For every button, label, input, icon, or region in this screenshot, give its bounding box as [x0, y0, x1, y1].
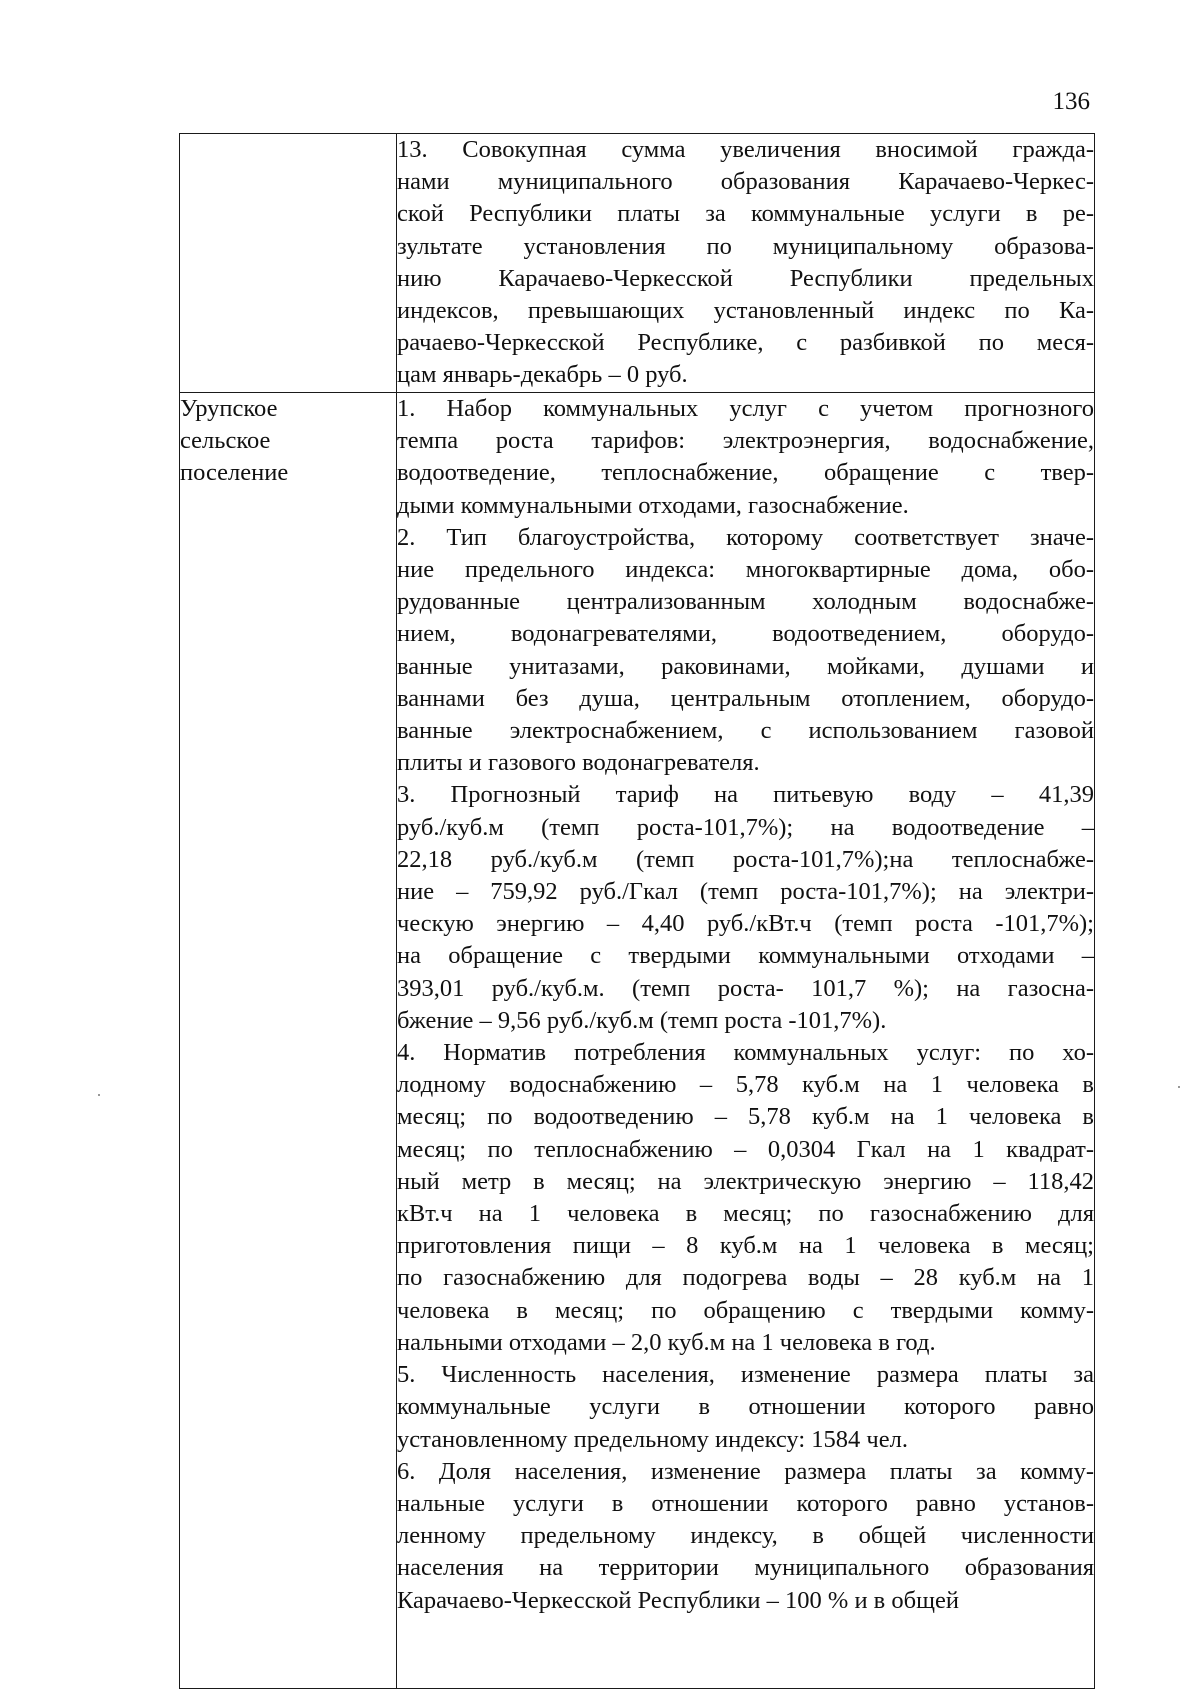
text-line: темпа роста тарифов: электроэнергия, водоснабжение,	[397, 427, 1094, 455]
text-line: нию Карачаево-Черкесской Республики предельных	[397, 264, 1094, 292]
text-line: ние предельного индекса: многоквартирные дома, обо-	[397, 556, 1094, 584]
text-line: на обращение с твердыми коммунальными отходами –	[397, 942, 1094, 970]
text-line: месяц; по теплоснабжению – 0,0304 Гкал на 1 квадрат-	[397, 1135, 1094, 1163]
scan-speck	[1178, 1086, 1180, 1088]
text-line: водоотведение, теплоснабжение, обращение с твер-	[397, 459, 1094, 487]
text-line: нальными отходами – 2,0 куб.м на 1 человека в год.	[397, 1328, 936, 1356]
text-line: 22,18 руб./куб.м (темп роста-101,7%);на теплоснабже-	[397, 845, 1094, 873]
settlement-cell	[180, 393, 397, 1689]
table-row	[180, 393, 1095, 1689]
text-line: 4. Норматив потребления коммунальных услуг: по хо-	[397, 1039, 1094, 1067]
text-line: 6. Доля населения, изменение размера платы за комму-	[397, 1457, 1094, 1485]
text-line: 1. Набор коммунальных услуг с учетом прогнозного	[397, 395, 1094, 422]
text-line: ванные унитазами, раковинами, мойками, душами и	[397, 652, 1094, 680]
text-line: ленному предельному индексу, в общей численности	[397, 1522, 1094, 1550]
list-item	[397, 1037, 1094, 1359]
text-line: нием, водонагревателями, водоотведением, оборудо-	[397, 620, 1094, 648]
text-line: кВт.ч на 1 человека в месяц; по газоснабжению для	[397, 1200, 1094, 1228]
text-line: 393,01 руб./куб.м. (темп роста- 101,7 %); на газосна-	[397, 974, 1094, 1002]
text-line: коммунальные услуги в отношении которого равно	[397, 1393, 1094, 1421]
text-line: руб./куб.м (темп роста-101,7%); на водоотведение –	[397, 813, 1094, 841]
text-line: Карачаево-Черкесской Республики – 100 % и в общей	[397, 1586, 959, 1614]
table-row	[180, 134, 1095, 393]
text-line: 2. Тип благоустройства, которому соответствует значе-	[397, 523, 1094, 551]
text-line: приготовления пищи – 8 куб.м на 1 человека в месяц;	[397, 1232, 1094, 1260]
list-item	[397, 779, 1094, 1037]
text-line: рачаево-Черкесской Республике, с разбивкой по меся-	[397, 329, 1094, 357]
text-line: лодному водоснабжению – 5,78 куб.м на 1 человека в	[397, 1071, 1094, 1099]
settlement-name-line: Урупское	[180, 395, 278, 422]
list-item	[397, 393, 1094, 522]
text-line: месяц; по водоотведению – 5,78 куб.м на 1 человека в	[397, 1103, 1094, 1131]
text-line: нами муниципального образования Карачаево-Черкес-	[397, 168, 1094, 196]
text-line: ческую энергию – 4,40 руб./кВт.ч (темп роста -101,7%);	[397, 910, 1094, 938]
text-line: 5. Численность населения, изменение размера платы за	[397, 1361, 1094, 1389]
indicators-cell	[397, 134, 1095, 393]
text-line: 13. Совокупная сумма увеличения вносимой гражда-	[397, 136, 1094, 163]
text-line: 3. Прогнозный тариф на питьевую воду – 41,39	[397, 781, 1094, 809]
text-line: цам январь-декабрь – 0 руб.	[397, 361, 688, 389]
list-item	[397, 134, 1094, 392]
text-line: ванные электроснабжением, с использованием газовой	[397, 717, 1094, 745]
text-line: ской Республики платы за коммунальные услуги в ре-	[397, 200, 1094, 228]
list-item	[397, 522, 1094, 780]
text-line: бжение – 9,56 руб./куб.м (темп роста -101,7%).	[397, 1006, 887, 1034]
settlement-cell	[180, 134, 397, 393]
settlement-name-line: поселение	[180, 459, 289, 486]
text-line: ный метр в месяц; на электрическую энергию – 118,42	[397, 1167, 1094, 1195]
text-line: ваннами без душа, центральным отоплением, оборудо-	[397, 684, 1094, 712]
text-line: установленному предельному индексу: 1584 чел.	[397, 1425, 908, 1453]
text-line: населения на территории муниципального образования	[397, 1554, 1094, 1582]
text-line: по газоснабжению для подогрева воды – 28 куб.м на 1	[397, 1264, 1094, 1292]
text-line: человека в месяц; по обращению с твердыми комму-	[397, 1296, 1094, 1324]
text-line: дыми коммунальными отходами, газоснабжение.	[397, 491, 909, 519]
text-line: индексов, превышающих установленный индекс по Ка-	[397, 297, 1094, 325]
text-line: нальные услуги в отношении которого равно установ-	[397, 1489, 1094, 1517]
text-line: зультате установления по муниципальному образова-	[397, 232, 1094, 260]
text-line: ние – 759,92 руб./Гкал (темп роста-101,7%); на электри-	[397, 878, 1094, 906]
list-item	[397, 1456, 1094, 1617]
list-item	[397, 1359, 1094, 1456]
settlement-name-line: сельское	[180, 427, 271, 454]
document-table	[179, 133, 1095, 1689]
scan-speck	[98, 1094, 100, 1096]
page-number: 136	[1052, 88, 1090, 115]
text-line: плиты и газового водонагревателя.	[397, 749, 760, 777]
indicators-cell	[397, 393, 1095, 1689]
text-line: рудованные централизованным холодным водоснабже-	[397, 588, 1094, 616]
